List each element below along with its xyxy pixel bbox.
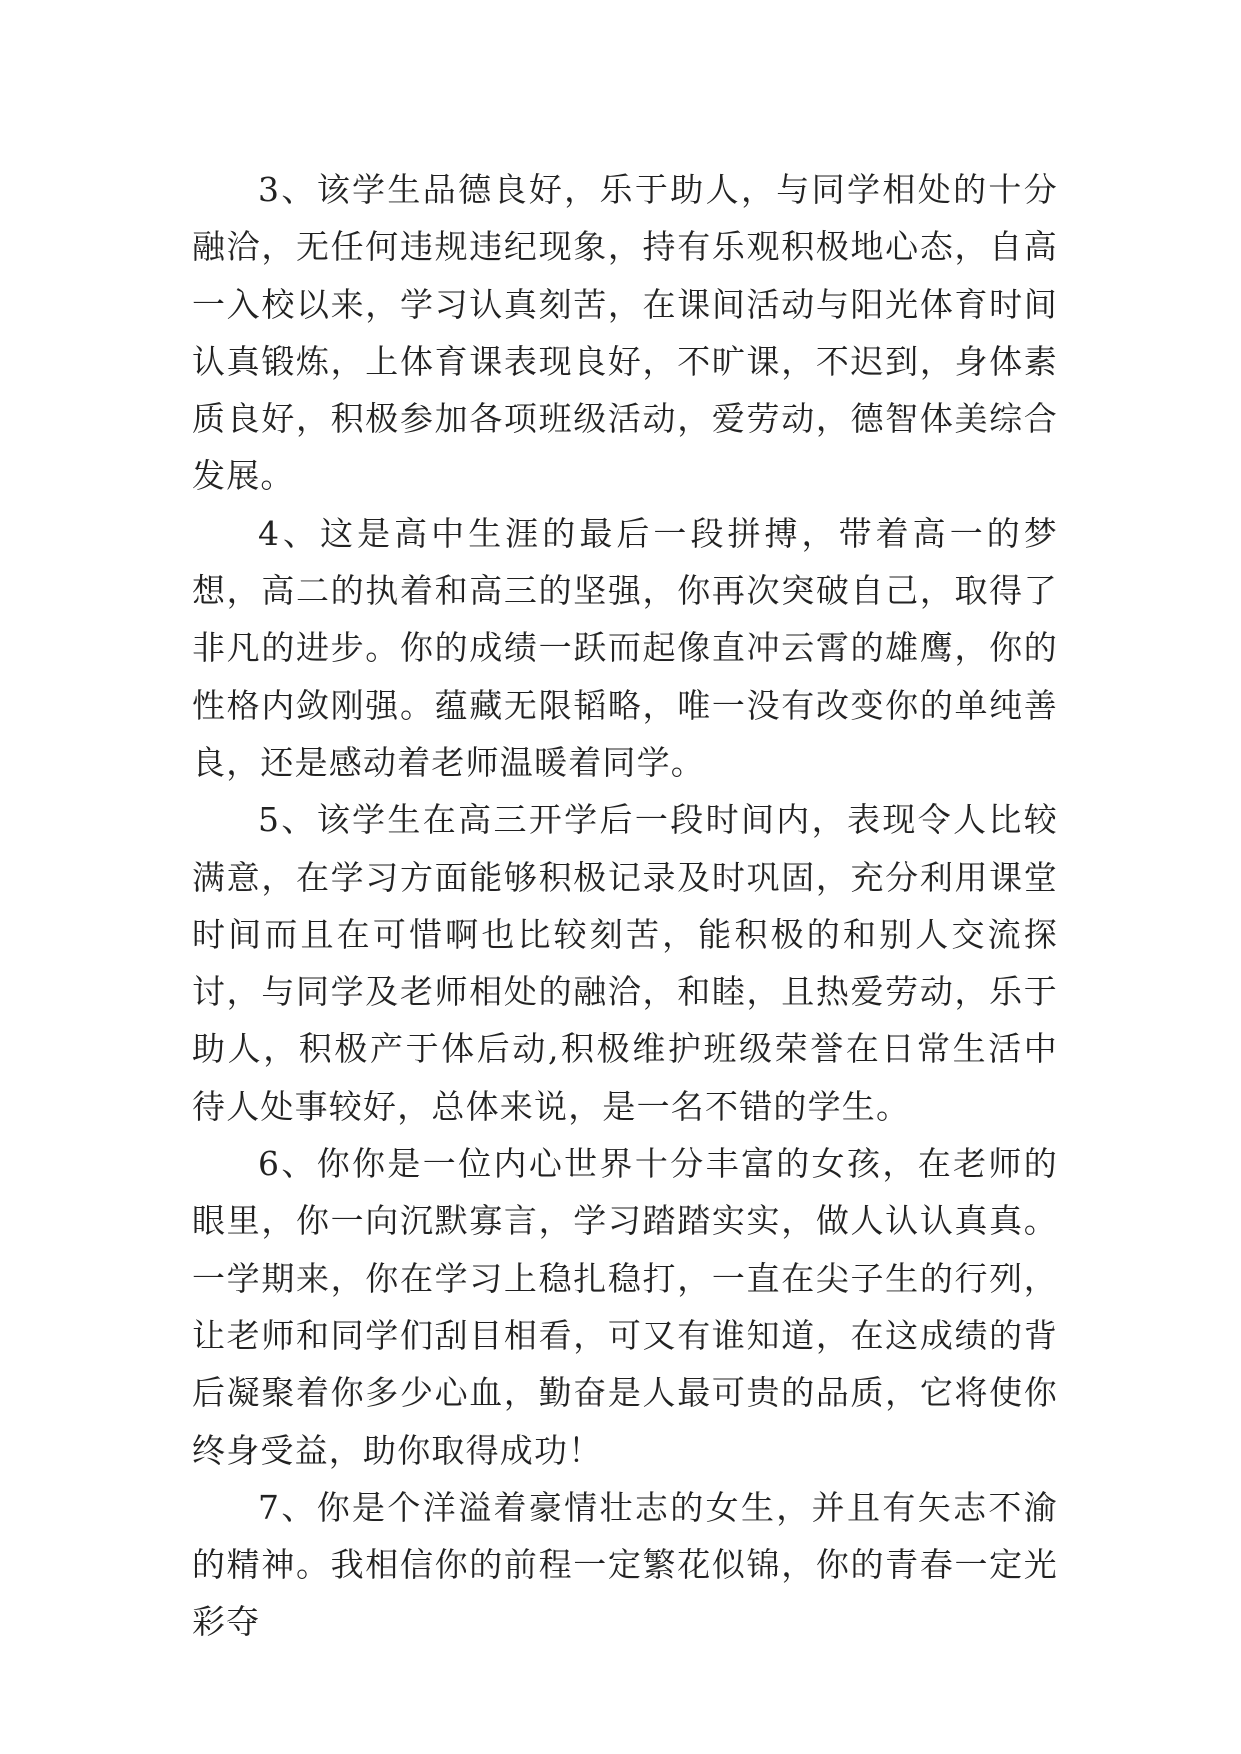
document-body xyxy=(192,161,1058,1651)
paragraph-4: 4、这是高中生涯的最后一段拼搏，带着高一的梦想，高二的执着和高三的坚强，你再次突破自己，取得了非凡的进步。你的成绩一跃而起像直冲云霄的雄鹰，你的性格内敛刚强。蕴藏无限韬略，唯一没有改变你的单纯善良，还是感动着老师温暖着同学。 xyxy=(192,513,1058,782)
paragraph-3: 3、该学生品德良好，乐于助人，与同学相处的十分融洽，无任何违规违纪现象，持有乐观积极地心态，自高一入校以来，学习认真刻苦，在课间活动与阳光体育时间认真锻炼，上体育课表现良好，不旷课，不迟到，身体素质良好，积极参加各项班级活动，爱劳动，德智体美综合发展。 xyxy=(192,170,1058,496)
paragraph-7: 7、你是个洋溢着豪情壮志的女生，并且有矢志不渝的精神。我相信你的前程一定繁花似锦，你的青春一定光彩夺 xyxy=(192,1487,1058,1642)
paragraph-5: 5、该学生在高三开学后一段时间内，表现令人比较满意，在学习方面能够积极记录及时巩固，充分利用课堂时间而且在可惜啊也比较刻苦，能积极的和别人交流探讨，与同学及老师相处的融洽，和睦，且热爱劳动，乐于助人，积极产于体后动,积极维护班级荣誉在日常生活中待人处事较好，总体来说，是一名不错的学生。 xyxy=(192,800,1058,1126)
paragraph-6: 6、你你是一位内心世界十分丰富的女孩，在老师的眼里，你一向沉默寡言，学习踏踏实实，做人认认真真。一学期来，你在学习上稳扎稳打，一直在尖子生的行列，让老师和同学们刮目相看，可又有谁知道，在这成绩的背后凝聚着你多少心血，勤奋是人最可贵的品质，它将使你终身受益，助你取得成功！ xyxy=(192,1144,1058,1470)
